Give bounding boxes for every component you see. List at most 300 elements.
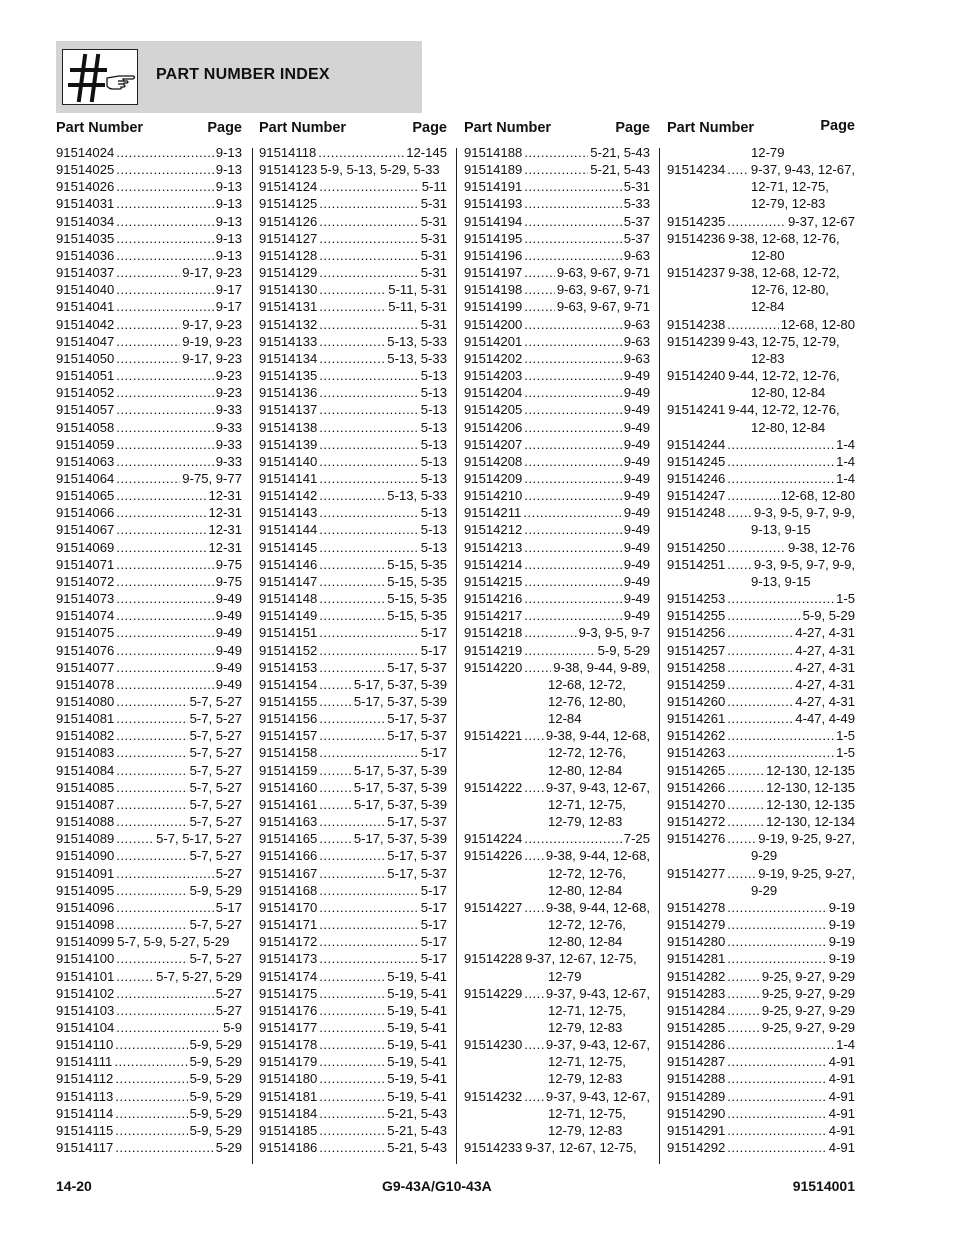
part-number: 91514066: [56, 505, 115, 521]
index-row: [56, 1088, 242, 1105]
leader-dots: [116, 607, 214, 624]
leader-dots: [524, 264, 555, 281]
part-number: 91514131: [259, 299, 318, 315]
leader-dots: [727, 779, 764, 796]
part-number: 91514285: [667, 1019, 726, 1035]
leader-dots: [524, 487, 622, 504]
leader-dots: [524, 573, 622, 590]
index-row: [667, 470, 855, 487]
leader-dots: [727, 436, 834, 453]
index-row: [667, 796, 855, 813]
index-column-2: [259, 118, 447, 1156]
page-refs: 4-91: [828, 1088, 855, 1104]
part-number: 91514153: [259, 659, 318, 675]
page-refs: 9-49: [623, 402, 650, 418]
page-refs: 5-31: [420, 196, 447, 212]
page-refs: 9-63: [623, 316, 650, 332]
index-row: [464, 453, 650, 470]
page-refs: 9-19: [828, 934, 855, 950]
index-row: [667, 727, 855, 744]
page-refs: 12-130, 12-135: [766, 796, 855, 812]
page-refs: 5-7, 5-9, 5-27, 5-29: [117, 934, 230, 950]
page-refs: 9-25, 9-27, 9-29: [761, 985, 855, 1001]
index-row: [667, 333, 855, 350]
leader-dots: [116, 539, 206, 556]
index-row: [667, 401, 855, 418]
leader-dots: [319, 556, 385, 573]
part-number: 91514051: [56, 368, 115, 384]
page-refs: 12-130, 12-135: [766, 779, 855, 795]
index-row: [259, 350, 447, 367]
part-number: 91514100: [56, 951, 115, 967]
part-number: 91514138: [259, 419, 318, 435]
page-refs: 12-31: [208, 488, 242, 504]
leader-dots: [319, 401, 419, 418]
page-refs-continued: 12-80, 12-84: [548, 882, 623, 898]
index-row: [464, 659, 650, 676]
page-refs: 5-19, 5-41: [387, 1088, 447, 1104]
index-row: [667, 659, 855, 676]
leader-dots: [524, 144, 588, 161]
index-row: [56, 453, 242, 470]
index-row: [259, 968, 447, 985]
page-refs: 5-37: [623, 230, 650, 246]
part-number: 91514232: [464, 1088, 523, 1104]
index-row: [56, 316, 242, 333]
index-row: [259, 624, 447, 641]
leader-dots: [319, 744, 419, 761]
leader-dots: [524, 213, 622, 230]
leader-dots: [116, 916, 187, 933]
index-row: [667, 642, 855, 659]
part-number: 91514078: [56, 676, 115, 692]
page-refs-continued: 12-76, 12-80,: [548, 694, 626, 709]
index-row: [56, 1105, 242, 1122]
leader-dots: [116, 333, 180, 350]
part-number: 91514282: [667, 968, 726, 984]
part-number: 91514289: [667, 1088, 726, 1104]
leader-dots: [116, 762, 187, 779]
index-row: [464, 899, 650, 916]
leader-dots: [116, 642, 214, 659]
index-row: [667, 710, 855, 727]
leader-dots: [319, 779, 352, 796]
page-refs-continued: 12-71, 12-75,: [548, 1105, 626, 1121]
part-number: 91514226: [464, 848, 523, 864]
index-row: [56, 968, 242, 985]
index-row: [56, 384, 242, 401]
index-row: [259, 367, 447, 384]
page-refs: 5-7, 5-27: [189, 779, 242, 795]
part-number: 91514112: [56, 1071, 114, 1087]
index-row: [56, 1053, 242, 1070]
leader-dots: [116, 298, 214, 315]
part-number: 91514151: [259, 625, 318, 641]
part-number: 91514059: [56, 436, 115, 452]
index-row: [667, 316, 855, 333]
page-refs: 5-9, 5-29: [189, 1037, 242, 1053]
index-column-1: [56, 118, 242, 1156]
part-number: 91514228: [464, 951, 523, 967]
part-number: 91514041: [56, 299, 115, 315]
page-refs: 5-9, 5-29: [189, 882, 242, 898]
index-row: [259, 779, 447, 796]
page-refs: 5-37: [623, 213, 650, 229]
page-refs: 9-63: [623, 333, 650, 349]
part-number: 91514024: [56, 145, 115, 160]
part-number: 91514250: [667, 539, 726, 555]
leader-dots: [319, 504, 419, 521]
part-number: 91514110: [56, 1037, 114, 1053]
leader-dots: [524, 779, 544, 796]
index-row: [259, 796, 447, 813]
page-refs: 9-63, 9-67, 9-71: [556, 265, 650, 281]
part-number: 91514270: [667, 796, 726, 812]
index-row: [464, 436, 650, 453]
page-refs: 9-19: [828, 899, 855, 915]
leader-dots: [524, 470, 622, 487]
page-refs: 5-9, 5-29: [189, 1105, 242, 1121]
index-row: [259, 607, 447, 624]
part-number: 91514129: [259, 265, 318, 281]
page-refs-continued: 12-80, 12-84: [751, 385, 826, 401]
part-number: 91514114: [56, 1105, 114, 1121]
page-refs: 9-44, 12-72, 12-76,: [728, 402, 840, 418]
page-refs: 5-15, 5-35: [387, 591, 447, 607]
leader-dots: [727, 487, 778, 504]
page-refs: 12-31: [208, 522, 242, 538]
page-refs: 5-17, 5-37, 5-39: [353, 779, 447, 795]
index-row: [259, 1139, 447, 1156]
index-row: [259, 882, 447, 899]
part-number: 91514290: [667, 1105, 726, 1121]
page-refs-continued: 12-80: [751, 247, 785, 263]
page-refs: 9-3, 9-5, 9-7: [578, 625, 650, 641]
index-row: [56, 950, 242, 967]
leader-dots: [319, 813, 385, 830]
page-refs: 4-27, 4-31: [795, 694, 855, 709]
part-number: 91514199: [464, 299, 523, 315]
index-row: [667, 1002, 855, 1019]
part-number: 91514224: [464, 831, 523, 847]
part-number: 91514213: [464, 539, 523, 555]
leader-dots: [727, 161, 749, 178]
page-refs: 5-9, 5-29: [189, 1088, 242, 1104]
leader-dots: [727, 865, 756, 882]
leader-dots: [727, 899, 827, 916]
index-row: [56, 882, 242, 899]
index-row: [56, 333, 242, 350]
page-refs: 9-37, 12-67, 12-75,: [525, 951, 637, 967]
leader-dots: [524, 247, 622, 264]
index-row: [56, 573, 242, 590]
index-row: [667, 1019, 855, 1036]
page-refs: 9-13: [215, 162, 242, 178]
leader-dots: [116, 1019, 221, 1036]
index-row: [56, 144, 242, 161]
part-number: 91514098: [56, 917, 115, 933]
part-number: 91514279: [667, 917, 726, 933]
leader-dots: [319, 419, 419, 436]
leader-dots: [524, 384, 622, 401]
part-number: 91514036: [56, 247, 115, 263]
part-number: 91514286: [667, 1037, 726, 1053]
leader-dots: [524, 624, 576, 641]
part-number: 91514278: [667, 899, 726, 915]
part-number: 91514263: [667, 745, 726, 761]
leader-dots: [116, 968, 154, 985]
index-row: [56, 264, 242, 281]
index-row: [259, 676, 447, 693]
leader-dots: [727, 744, 834, 761]
part-number: 91514238: [667, 316, 726, 332]
page-refs-continued: 12-79, 12-83: [548, 1122, 623, 1138]
index-row: [56, 916, 242, 933]
page-refs: 9-63, 9-67, 9-71: [556, 282, 650, 298]
column-header: [259, 118, 447, 142]
page-refs-continued: 12-76, 12-80,: [751, 282, 829, 298]
index-row: [259, 230, 447, 247]
part-number: 91514245: [667, 453, 726, 469]
index-row: [56, 830, 242, 847]
page-refs-continued: 12-84: [548, 711, 582, 727]
leader-dots: [319, 1053, 385, 1070]
page-refs: 9-33: [215, 436, 242, 452]
leader-dots: [727, 762, 764, 779]
page-refs: 9-44, 12-72, 12-76,: [728, 368, 840, 384]
page-refs: 9-19, 9-25, 9-27,: [758, 865, 855, 881]
part-number: 91514034: [56, 213, 115, 229]
index-row: [464, 1088, 650, 1105]
part-number: 91514244: [667, 436, 726, 452]
page-refs: 5-31: [420, 265, 447, 281]
index-row: [259, 247, 447, 264]
leader-dots: [319, 590, 385, 607]
index-row: [667, 161, 855, 178]
page-refs: 9-38, 9-44, 12-68,: [545, 848, 650, 864]
index-row: [464, 779, 650, 796]
leader-dots: [524, 521, 622, 538]
leader-dots: [116, 830, 154, 847]
leader-dots: [319, 213, 419, 230]
index-row: [56, 504, 242, 521]
page-refs: 9-49: [623, 573, 650, 589]
part-number: 91514148: [259, 591, 318, 607]
index-row: [56, 401, 242, 418]
page-refs: 9-49: [623, 556, 650, 572]
leader-dots: [319, 624, 419, 641]
index-row: [56, 539, 242, 556]
leader-dots: [319, 727, 385, 744]
part-number: 91514230: [464, 1037, 523, 1053]
index-row: [259, 178, 447, 195]
part-number: 91514201: [464, 333, 523, 349]
page-refs: 9-19, 9-23: [182, 333, 242, 349]
page-refs: 5-13: [420, 470, 447, 486]
page-refs-continued: 12-68, 12-72,: [548, 676, 626, 692]
part-number: 91514076: [56, 642, 115, 658]
index-rows: [464, 144, 650, 1156]
index-row: [667, 830, 855, 847]
part-number: 91514222: [464, 779, 523, 795]
page-refs-continued: 12-79, 12-83: [548, 1071, 623, 1087]
leader-dots: [727, 1002, 760, 1019]
index-row: [259, 762, 447, 779]
leader-dots: [727, 676, 793, 693]
index-row: [259, 1122, 447, 1139]
part-number: 91514216: [464, 591, 523, 607]
part-number: 91514156: [259, 711, 318, 727]
page-refs: 5-11, 5-31: [388, 299, 447, 315]
leader-dots: [524, 539, 622, 556]
part-number: 91514189: [464, 162, 523, 178]
page-refs: 9-17, 9-23: [182, 316, 242, 332]
part-number: 91514173: [259, 951, 318, 967]
index-row: [667, 1036, 855, 1053]
index-row: [464, 178, 650, 195]
part-number: 91514234: [667, 162, 726, 178]
page-refs: 9-38, 9-44, 12-68,: [545, 728, 650, 744]
leader-dots: [524, 659, 551, 676]
part-number: 91514185: [259, 1122, 318, 1138]
leader-dots: [319, 521, 419, 538]
leader-dots: [524, 350, 622, 367]
page-refs: 9-13: [215, 247, 242, 263]
page-refs: 9-37, 9-43, 12-67,: [750, 162, 855, 178]
page-refs: 9-49: [623, 436, 650, 452]
part-number-heading: Part Number: [667, 120, 755, 136]
index-row: [56, 247, 242, 264]
page-refs: 5-17, 5-37, 5-39: [353, 676, 447, 692]
part-number: 91514146: [259, 556, 318, 572]
part-number: 91514026: [56, 179, 115, 195]
part-number: 91514179: [259, 1054, 318, 1070]
column-header: [56, 118, 242, 142]
page-refs: 5-9, 5-29: [802, 608, 855, 624]
index-row: [667, 779, 855, 796]
page-refs: 9-23: [215, 385, 242, 401]
part-number: 91514233: [464, 1140, 523, 1156]
part-number: 91514047: [56, 333, 115, 349]
part-number: 91514031: [56, 196, 115, 212]
leader-dots: [319, 573, 385, 590]
part-number: 91514272: [667, 814, 726, 830]
part-number: 91514075: [56, 625, 115, 641]
index-row: [464, 590, 650, 607]
index-row: [56, 470, 242, 487]
page-refs: 5-17: [420, 917, 447, 933]
index-row: [259, 401, 447, 418]
page-refs: 5-27: [215, 865, 242, 881]
page-refs-continued: 12-72, 12-76,: [548, 745, 626, 761]
leader-dots: [524, 590, 622, 607]
part-number: 91514197: [464, 265, 523, 281]
page-refs: 4-27, 4-31: [795, 625, 855, 641]
part-number: 91514260: [667, 694, 726, 709]
leader-dots: [727, 1105, 827, 1122]
index-row: [667, 1053, 855, 1070]
part-number: 91514258: [667, 659, 726, 675]
index-row: [464, 727, 650, 744]
part-number: 91514128: [259, 247, 318, 263]
index-row: [259, 539, 447, 556]
page-refs: 5-17, 5-37, 5-39: [353, 694, 447, 709]
part-number: 91514281: [667, 951, 726, 967]
page-refs: 5-19, 5-41: [387, 1019, 447, 1035]
index-row: [667, 933, 855, 950]
leader-dots: [727, 659, 793, 676]
page-refs: 5-27: [215, 985, 242, 1001]
part-number: 91514265: [667, 762, 726, 778]
page-refs: 9-63: [623, 247, 650, 263]
leader-dots: [116, 230, 214, 247]
page-refs: 9-25, 9-27, 9-29: [761, 1019, 855, 1035]
index-row: [464, 487, 650, 504]
page-refs-continued: 12-72, 12-76,: [548, 917, 626, 933]
leader-dots: [319, 281, 386, 298]
index-row: [667, 813, 855, 830]
leader-dots: [524, 333, 622, 350]
index-row: [259, 436, 447, 453]
part-number: 91514160: [259, 779, 318, 795]
index-row: [56, 436, 242, 453]
part-number: 91514134: [259, 350, 318, 366]
index-row: [259, 1002, 447, 1019]
part-number: 91514081: [56, 711, 115, 727]
leader-dots: [116, 264, 180, 281]
page-refs: 9-25, 9-27, 9-29: [761, 968, 855, 984]
page-refs: 5-7, 5-27, 5-29: [156, 968, 242, 984]
part-number: 91514240: [667, 368, 726, 384]
index-row: [56, 710, 242, 727]
index-row: [259, 727, 447, 744]
leader-dots: [319, 899, 419, 916]
page-refs: 4-27, 4-31: [795, 642, 855, 658]
part-number: 91514165: [259, 831, 318, 847]
index-row: [464, 521, 650, 538]
index-row: [464, 195, 650, 212]
leader-dots: [524, 436, 622, 453]
index-row: [667, 1105, 855, 1122]
leader-dots: [116, 985, 214, 1002]
leader-dots: [116, 487, 206, 504]
part-number: 91514077: [56, 659, 115, 675]
part-number: 91514176: [259, 1002, 318, 1018]
part-number: 91514113: [56, 1088, 114, 1104]
leader-dots: [116, 865, 214, 882]
page-refs: 5-17, 5-37, 5-39: [353, 762, 447, 778]
leader-dots: [319, 539, 419, 556]
page-refs: 7-25: [623, 831, 650, 847]
leader-dots: [524, 1036, 544, 1053]
index-row: [56, 693, 242, 710]
leader-dots: [116, 779, 187, 796]
footer-page-number: 14-20: [56, 1178, 92, 1194]
leader-dots: [727, 985, 760, 1002]
index-rows: [667, 144, 855, 1156]
part-number: 91514037: [56, 265, 115, 281]
index-row: [259, 933, 447, 950]
part-number: 91514118: [259, 145, 317, 160]
leader-dots: [116, 247, 214, 264]
index-row: [667, 487, 855, 504]
index-row: [259, 419, 447, 436]
index-row: [56, 590, 242, 607]
page-refs: 5-7, 5-27: [189, 814, 242, 830]
part-number: 91514215: [464, 573, 523, 589]
index-row: [259, 1105, 447, 1122]
leader-dots: [319, 985, 385, 1002]
